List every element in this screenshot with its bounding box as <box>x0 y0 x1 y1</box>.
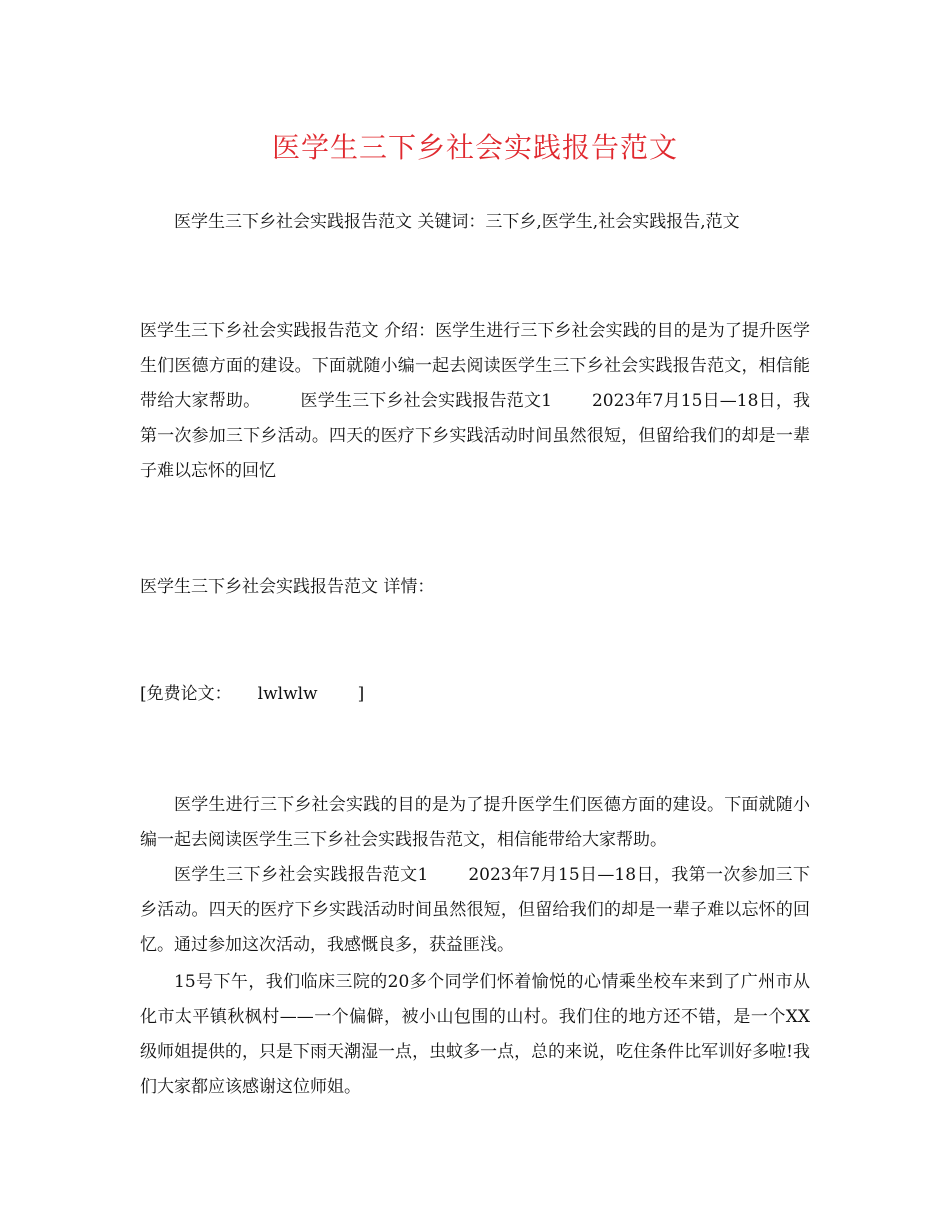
free-paper-value: lwlwlw <box>257 684 318 704</box>
body-paragraph-1: 医学生进行三下乡社会实践的目的是为了提升医学生们医德方面的建设。下面就随小编一起去阅读医学生三下乡社会实践报告范文，相信能带给大家帮助。 <box>140 795 810 850</box>
body-paragraph-2 <box>140 858 810 963</box>
intro-report-text: 2023年7月15日—18日，我第一次参加三下乡活动。四天的医疗下乡实践活动时间虽然很短，但留给我们的却是一辈子难以忘怀的回忆 <box>140 391 811 481</box>
body-report-heading: 医学生三下乡社会实践报告范文1 <box>174 865 429 885</box>
body-paragraph-3: 15号下午，我们临床三院的20多个同学们怀着愉悦的心情乘坐校车来到了广州市从化市太平镇秋枫村——一个偏僻，被小山包围的山村。我们住的地方还不错，是一个XX级师姐提供的，只是下雨天潮湿一点，虫蚊多一点，总的来说，吃住条件比军训好多啦!我们大家都应该感谢这位师姐。 <box>140 972 810 1097</box>
intro-text: 医学生三下乡社会实践报告范文 介绍：医学生进行三下乡社会实践的目的是为了提升医学生们医德方面的建设。下面就随小编一起去阅读医学生三下乡社会实践报告范文，相信能带给大家帮助。 <box>140 321 810 411</box>
body-report-text: 2023年7月15日—18日，我第一次参加三下乡活动。四天的医疗下乡实践活动时间虽然很短，但留给我们的却是一辈子难以忘怀的回忆。通过参加这次活动，我感慨良多，获益匪浅。 <box>140 865 810 955</box>
keywords-line: 医学生三下乡社会实践报告范文 关键词：三下乡,医学生,社会实践报告,范文 <box>174 212 740 232</box>
free-paper-close: ] <box>357 684 365 704</box>
intro-report-heading: 医学生三下乡社会实践报告范文1 <box>300 391 552 411</box>
free-paper-label: [免费论文： <box>140 684 232 704</box>
document-title: 医学生三下乡社会实践报告范文 <box>271 131 678 164</box>
detail-label: 医学生三下乡社会实践报告范文 详情： <box>140 577 435 597</box>
free-paper-line <box>140 677 810 712</box>
intro-paragraph <box>140 314 810 489</box>
